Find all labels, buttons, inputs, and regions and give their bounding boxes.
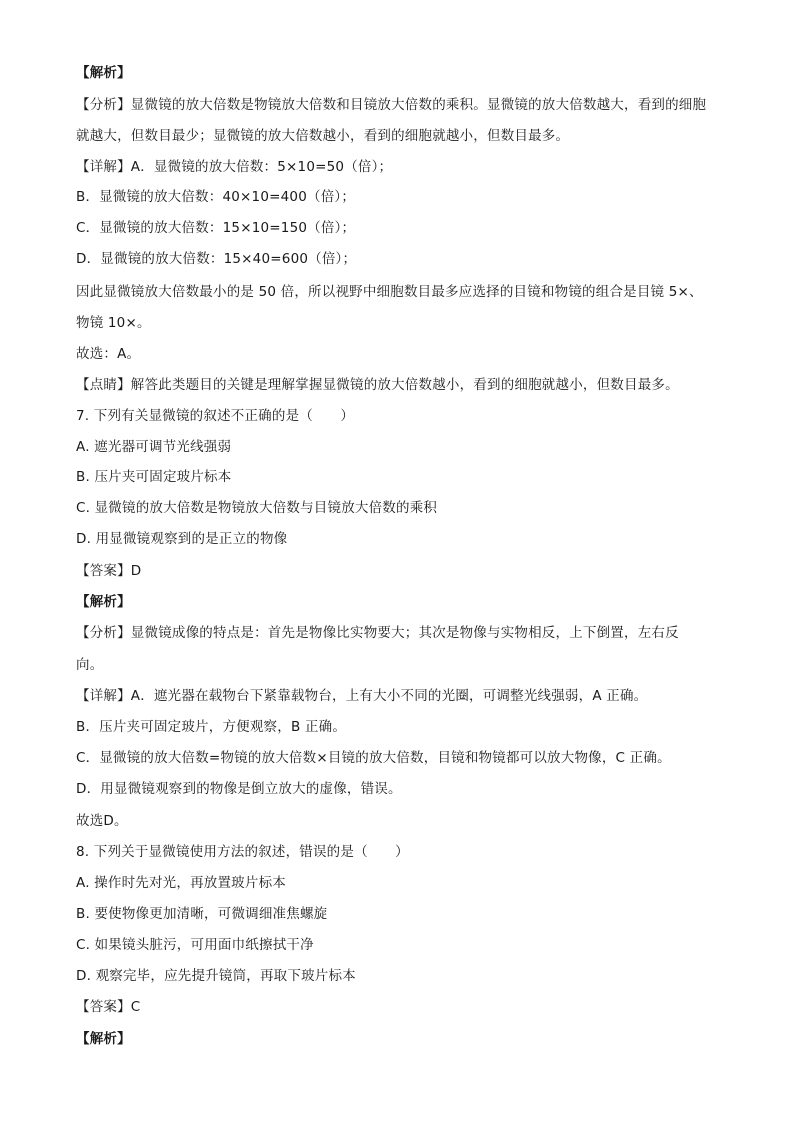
analysis-paragraph: 向。: [76, 657, 104, 673]
detail-paragraph: C．显微镜的放大倍数：15×10=150（倍）；: [76, 220, 356, 236]
question-option: A. 遮光器可调节光线强弱: [76, 439, 232, 455]
detail-paragraph: 物镜 10×。: [76, 315, 151, 331]
question-stem: 8. 下列关于显微镜使用方法的叙述，错误的是（ ）: [76, 844, 409, 860]
detail-paragraph: C．显微镜的放大倍数=物镜的放大倍数×目镜的放大倍数，目镜和物镜都可以放大物像，C 正确。: [76, 750, 671, 766]
answer-line: 【答案】D: [76, 563, 142, 579]
detail-paragraph: 因此显微镜放大倍数最小的是 50 倍，所以视野中细胞数目最多应选择的目镜和物镜的组合是目镜 5×、: [76, 284, 703, 300]
question-option: B. 压片夹可固定玻片标本: [76, 469, 232, 485]
question-option: A. 操作时先对光，再放置玻片标本: [76, 875, 286, 891]
analysis-paragraph: 【分析】显微镜成像的特点是：首先是物像比实物要大；其次是物像与实物相反，上下倒置，左右反: [76, 625, 679, 641]
analysis-heading: 【解析】: [76, 594, 131, 610]
detail-paragraph: 【详解】A．显微镜的放大倍数：5×10=50（倍）；: [76, 159, 393, 175]
detail-paragraph: B．压片夹可固定玻片，方便观察，B 正确。: [76, 719, 347, 735]
analysis-paragraph: 就越大，但数目最少；显微镜的放大倍数越小，看到的细胞就越小，但数目最多。: [76, 128, 570, 144]
comment-paragraph: 【点睛】解答此类题目的关键是理解掌握显微镜的放大倍数越小，看到的细胞就越小，但数目最多。: [76, 377, 679, 393]
answer-line: 【答案】C: [76, 999, 141, 1015]
answer-choice-line: 故选：A。: [76, 346, 141, 362]
question-option: C. 如果镜头脏污，可用面巾纸擦拭干净: [76, 937, 314, 953]
analysis-paragraph: 【分析】显微镜的放大倍数是物镜放大倍数和目镜放大倍数的乘积。显微镜的放大倍数越大，看到的细胞: [76, 97, 707, 113]
detail-paragraph: B．显微镜的放大倍数：40×10=400（倍）；: [76, 189, 356, 205]
question-option: D. 观察完毕，应先提升镜筒，再取下玻片标本: [76, 968, 356, 984]
question-option: D. 用显微镜观察到的是正立的物像: [76, 531, 288, 547]
analysis-heading: 【解析】: [76, 1031, 131, 1047]
detail-paragraph: D．用显微镜观察到的物像是倒立放大的虚像，错误。: [76, 781, 402, 797]
question-option: B. 要使物像更加清晰，可微调细准焦螺旋: [76, 906, 328, 922]
detail-paragraph: 【详解】A．遮光器在载物台下紧靠载物台，上有大小不同的光圈，可调整光线强弱，A 正确。: [76, 688, 648, 704]
answer-choice-line: 故选D。: [76, 813, 128, 829]
detail-paragraph: D．显微镜的放大倍数：15×40=600（倍）；: [76, 251, 357, 267]
analysis-heading: 【解析】: [76, 65, 131, 81]
question-option: C. 显微镜的放大倍数是物镜放大倍数与目镜放大倍数的乘积: [76, 500, 438, 516]
question-stem: 7. 下列有关显微镜的叙述不正确的是（ ）: [76, 408, 355, 424]
